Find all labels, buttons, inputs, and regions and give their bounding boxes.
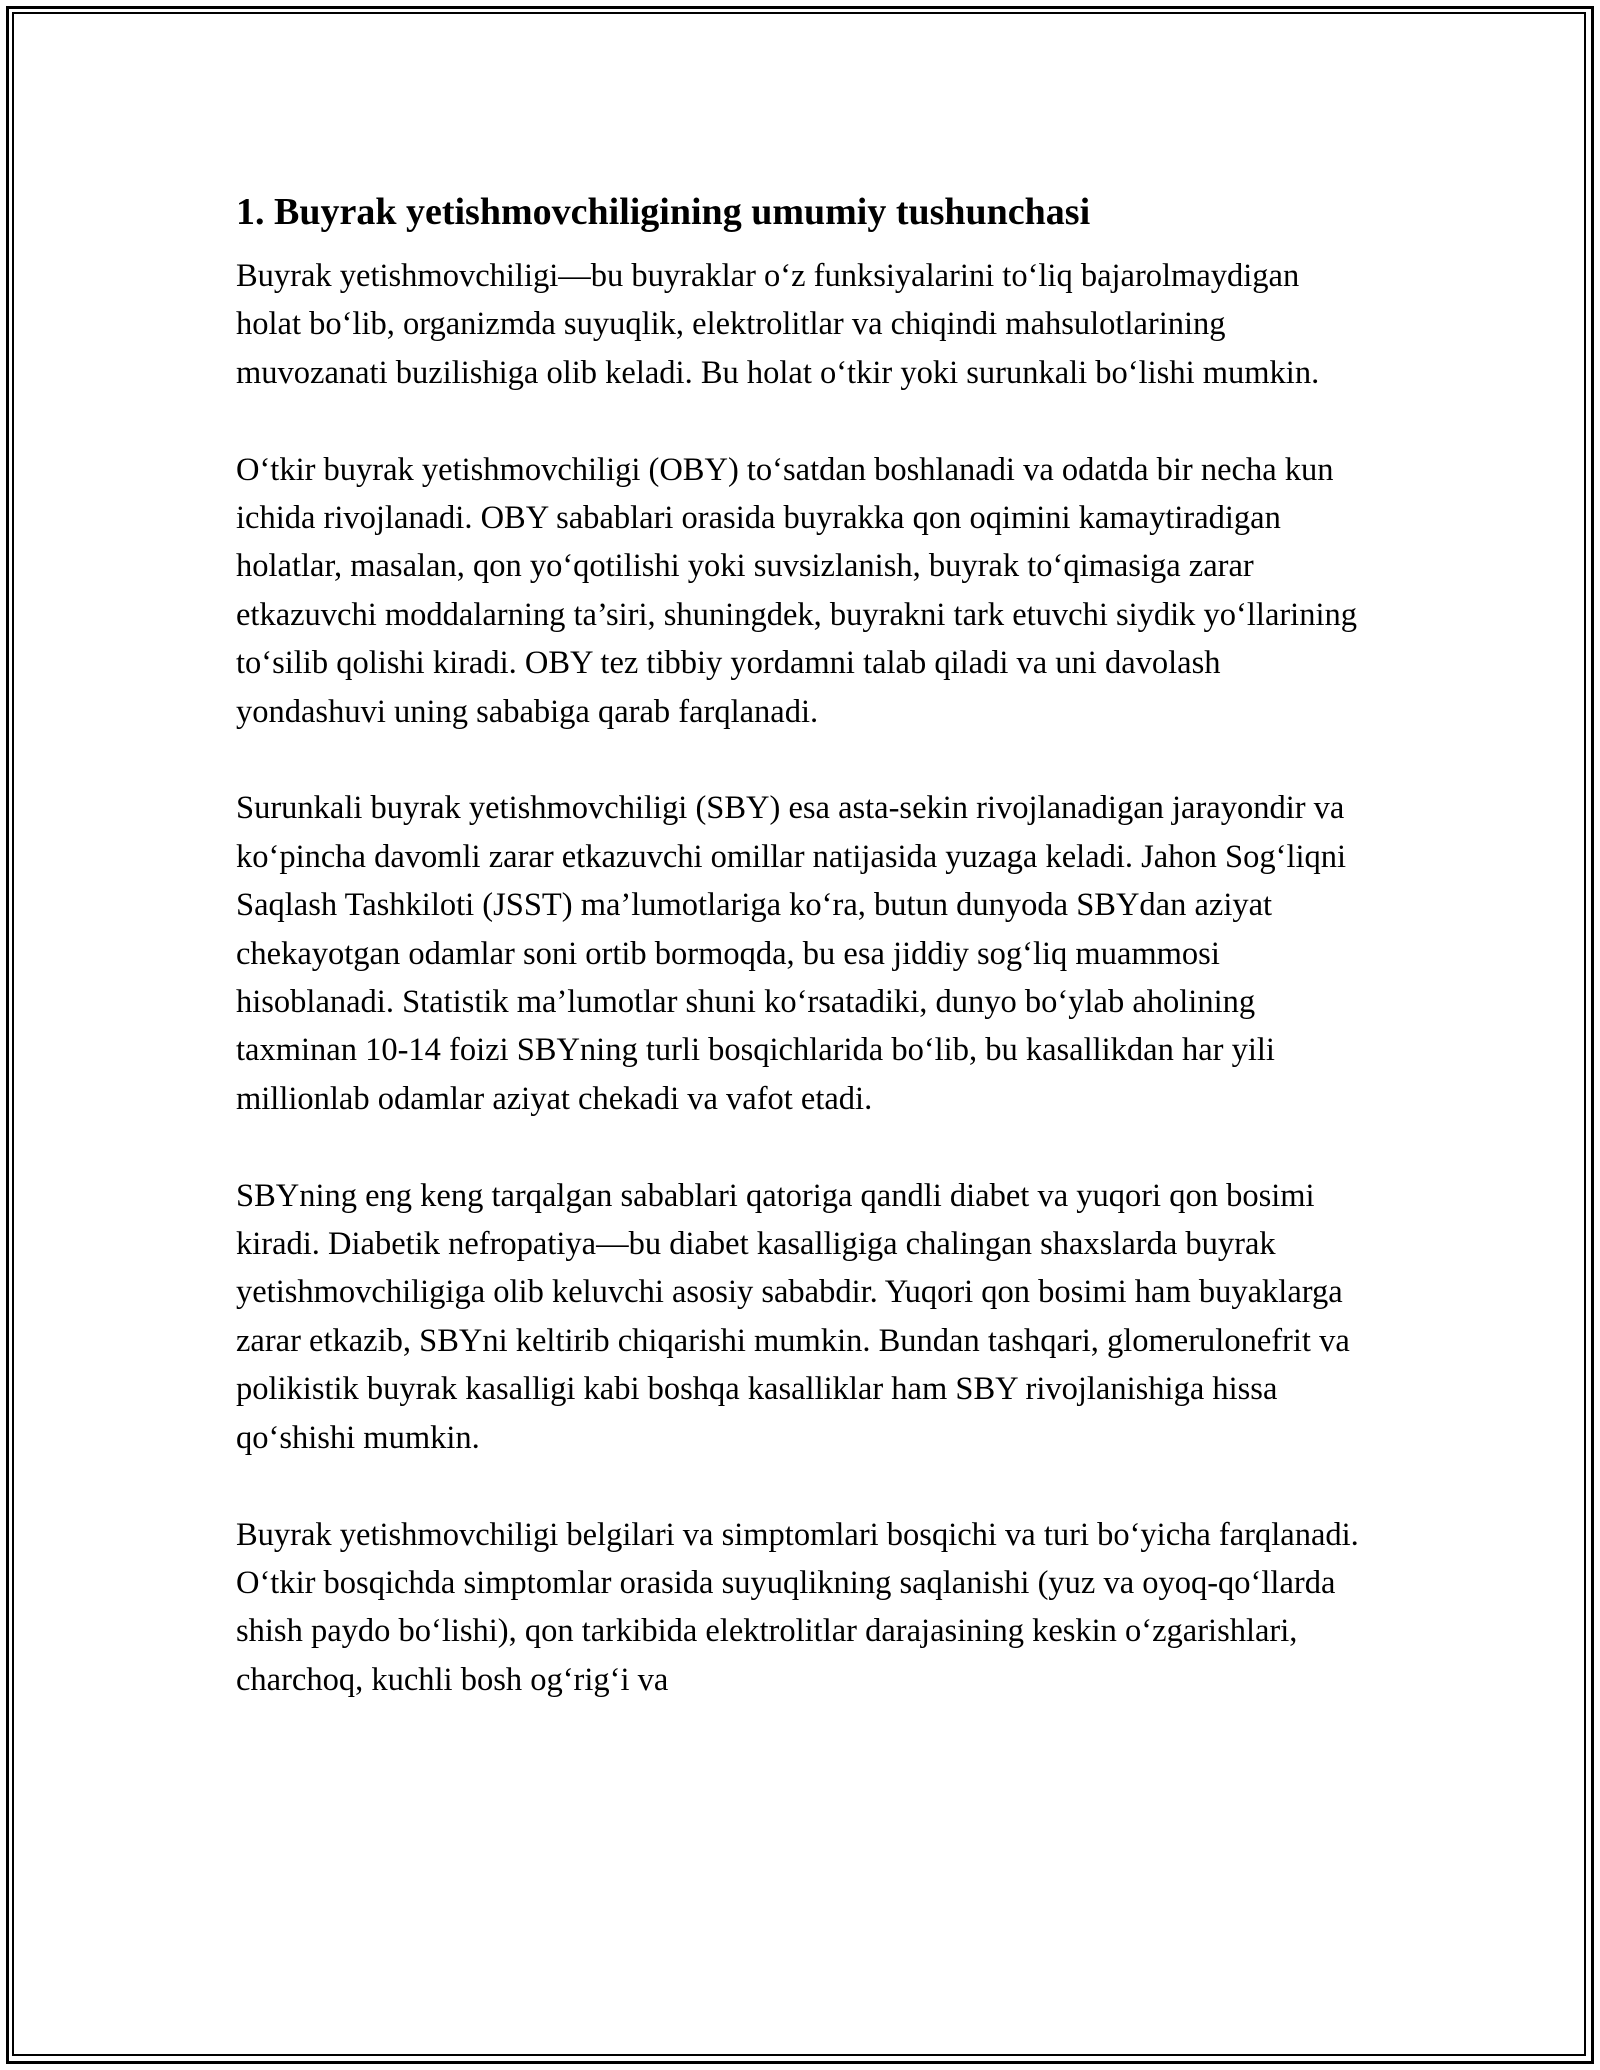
paragraph-definition: Buyrak yetishmovchiligi—bu buyraklar o‘z funksiyalarini to‘liq bajarolmaydigan holat bo‘lib, organizmda suyuqlik, elektrolitlar va chiqindi mahsulotlarining muvozanati buzilishiga olib keladi. Bu holat o‘tkir yoki surunkali bo‘lishi mumkin. (236, 258, 1320, 391)
section-heading: 1. Buyrak yetishmovchiligining umumiy tushunchasi (236, 191, 1091, 233)
paragraph-acute-renal-failure: O‘tkir buyrak yetishmovchiligi (OBY) to‘satdan boshlanadi va odatda bir necha kun ichida rivojlanadi. OBY sabablari orasida buyrakka qon oqimini kamaytiradigan holatlar, masalan, qon yo‘qotilishi yoki suvsizlanish, buyrak to‘qimasiga zarar etkazuvchi moddalarning ta’siri, shuningdek, buyrakni tark etuvchi siydik yo‘llarining to‘silib qolishi kiradi. OBY tez tibbiy yordamni talab qiladi va uni davolash yondashuvi uning sababiga qarab farqlanadi. (236, 451, 1357, 730)
paragraph-causes: SBYning eng keng tarqalgan sabablari qatoriga qandli diabet va yuqori qon bosimi kiradi. Diabetik nefropatiya—bu diabet kasalligiga chalingan shaxslarda buyrak yetishmovchiligiga olib keluvchi asosiy sababdir. Yuqori qon bosimi ham buyaklarga zarar etkazib, SBYni keltirib chiqarishi mumkin. Bundan tashqari, glomerulonefrit va polikistik buyrak kasalligi kabi boshqa kasalliklar ham SBY rivojlanishiga hissa qo‘shishi mumkin. (236, 1177, 1350, 1456)
paragraph-chronic-renal-failure: Surunkali buyrak yetishmovchiligi (SBY) esa asta-sekin rivojlanadigan jarayondir va ko‘pincha davomli zarar etkazuvchi omillar natijasida yuzaga keladi. Jahon Sog‘liqni Saqlash Tashkiloti (JSST) ma’lumotlariga ko‘ra, butun dunyoda SBYdan aziyat chekayotgan odamlar soni ortib bormoqda, bu esa jiddiy sog‘liq muammosi hisoblanadi. Statistik ma’lumotlar shuni ko‘rsatadiki, dunyo bo‘ylab aholining taxminan 10-14 foizi SBYning turli bosqichlarida bo‘lib, bu kasallikdan har yili millionlab odamlar aziyat chekadi va vafot etadi. (236, 790, 1347, 1117)
document-body (236, 186, 1362, 1704)
paragraph-symptoms: Buyrak yetishmovchiligi belgilari va simptomlari bosqichi va turi bo‘yicha farqlanadi. O‘tkir bosqichda simptomlar orasida suyuqlikning saqlanishi (yuz va oyoq-qo‘llarda shish paydo bo‘lishi), qon tarkibida elektrolitlar darajasining keskin o‘zgarishlari, charchoq, kuchli bosh og‘rig‘i va (236, 1516, 1359, 1698)
